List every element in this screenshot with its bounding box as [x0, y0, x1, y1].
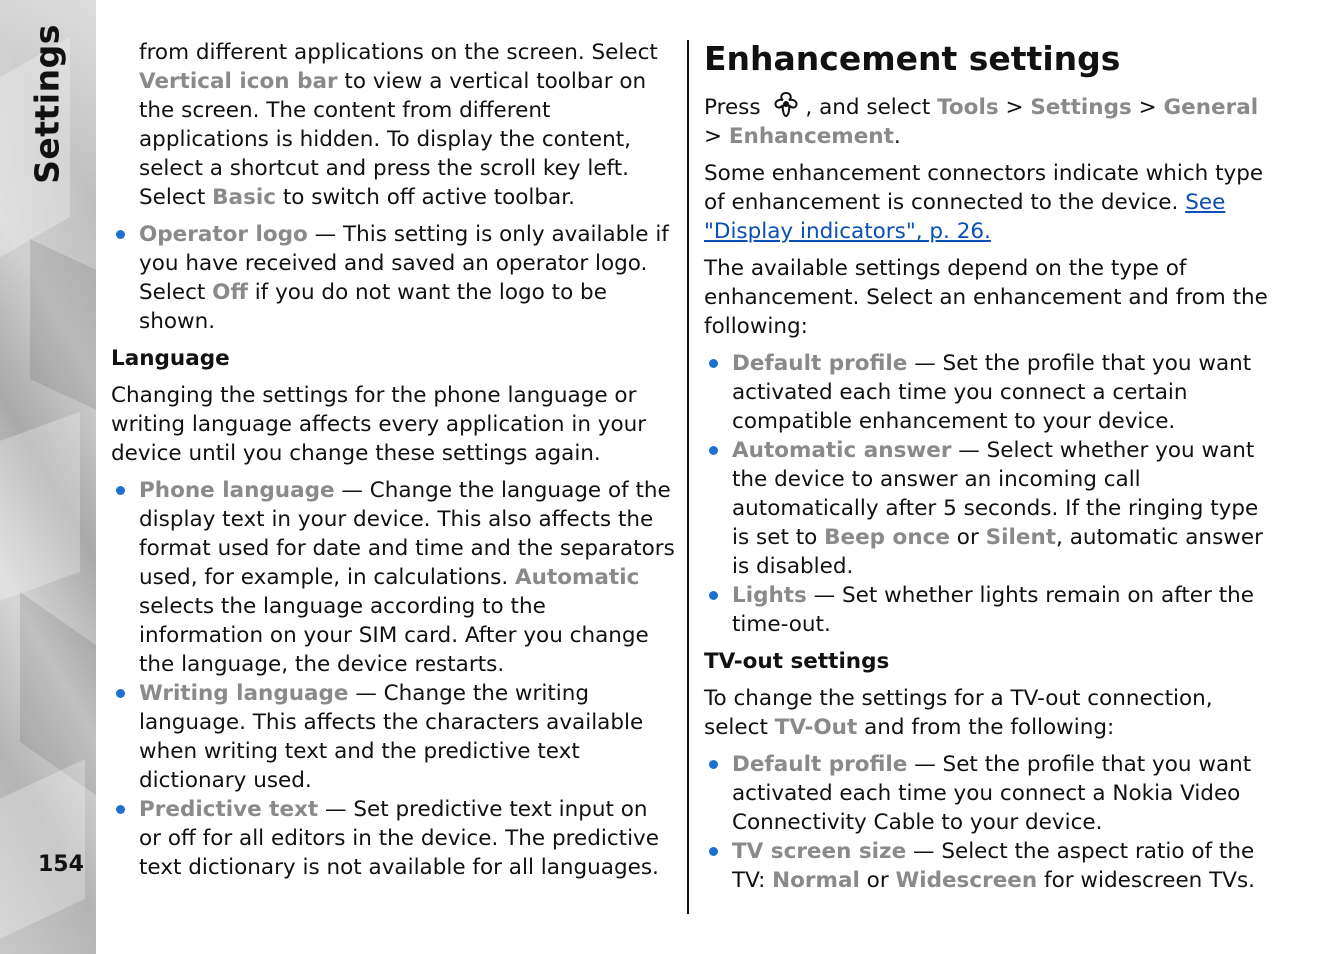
column-divider	[687, 40, 689, 914]
list-item-operator-logo: Operator logo — This setting is only available if you have received and saved an operator logo. Select Off if you do not want the logo to be shown.	[111, 220, 676, 336]
bullet-icon	[709, 847, 718, 856]
term-general: General	[1163, 95, 1259, 120]
connectors-paragraph: Some enhancement connectors indicate which type of enhancement is connected to the device. See "Display indicators", p. 26.	[704, 161, 1264, 244]
tvout-paragraph: To change the settings for a TV-out connection, select TV-Out and from the following:	[704, 686, 1213, 740]
term-settings: Settings	[1030, 95, 1132, 120]
enhancement-list	[704, 349, 1274, 639]
section-title-text: Settings	[27, 24, 67, 184]
page-number: 154	[38, 852, 84, 877]
list-item-automatic-answer: Automatic answer — Select whether you want the device to answer an incoming call automatically after 5 seconds. If the ringing type is set to Beep once or Silent, automatic answer is disabled.	[704, 436, 1274, 581]
bullet-icon	[709, 591, 718, 600]
term-enhancement: Enhancement	[728, 124, 894, 149]
list-item-tv-default-profile: Default profile — Set the profile that you want activated each time you connect a Nokia Video Connectivity Cable to your device.	[704, 750, 1274, 837]
bullet-icon	[709, 359, 718, 368]
bullet-icon	[709, 446, 718, 455]
bullet-icon	[709, 760, 718, 769]
list-item-tv-screen-size: TV screen size — Select the aspect ratio of the TV: Normal or Widescreen for widescreen TVs.	[704, 837, 1274, 895]
page-title: Enhancement settings	[704, 39, 1121, 78]
term-tools: Tools	[937, 95, 999, 120]
bullet-icon	[116, 486, 125, 495]
list-item-lights: Lights — Set whether lights remain on after the time-out.	[704, 581, 1274, 639]
decor-shard	[0, 759, 85, 941]
press-paragraph: Press , and select Tools > Settings > General > Enhancement.	[704, 90, 1274, 151]
term-basic: Basic	[212, 185, 276, 210]
left-column	[111, 38, 676, 890]
intro-paragraph: from different applications on the screen. Select Vertical icon bar to view a vertical toolbar on the screen. The content from different applications is hidden. To display the content, select a shortcut and press the scroll key left. Select Basic to switch off active toolbar.	[139, 40, 658, 210]
list-item-default-profile: Default profile — Set the profile that you want activated each time you connect a certain compatible enhancement to your device.	[704, 349, 1274, 436]
menu-key-icon	[771, 90, 801, 120]
term-vertical-icon-bar: Vertical icon bar	[139, 69, 338, 94]
available-paragraph: The available settings depend on the type of enhancement. Select an enhancement and from the following:	[704, 256, 1268, 339]
bullet-icon	[116, 805, 125, 814]
section-title	[22, 24, 72, 184]
list-item-writing-language: Writing language — Change the writing language. This affects the characters available when writing text and the predictive text dictionary used.	[111, 679, 676, 795]
list-item-predictive-text: Predictive text — Set predictive text input on or off for all editors in the device. The predictive text dictionary is not available for all languages.	[111, 795, 676, 882]
sidebar	[0, 0, 96, 954]
bullet-icon	[116, 230, 125, 239]
display-indicators-link[interactable]: See "Display indicators", p. 26.	[704, 190, 1226, 244]
term-tv-out: TV-Out	[774, 715, 858, 740]
decor-shard	[0, 412, 80, 608]
right-column	[704, 38, 1274, 903]
operator-list	[111, 220, 676, 336]
language-heading: Language	[111, 346, 230, 371]
language-paragraph: Changing the settings for the phone language or writing language affects every application in your device until you change these settings again.	[111, 383, 647, 466]
tvout-heading: TV-out settings	[704, 649, 890, 674]
list-item-phone-language: Phone language — Change the language of the display text in your device. This also affects the format used for date and time and the separators used, for example, in calculations. Automatic selects the language according to the information on your SIM card. After you change the language, the device restarts.	[111, 476, 676, 679]
bullet-icon	[116, 689, 125, 698]
language-list	[111, 476, 676, 882]
decor-shard	[30, 239, 96, 421]
tvout-list	[704, 750, 1274, 895]
